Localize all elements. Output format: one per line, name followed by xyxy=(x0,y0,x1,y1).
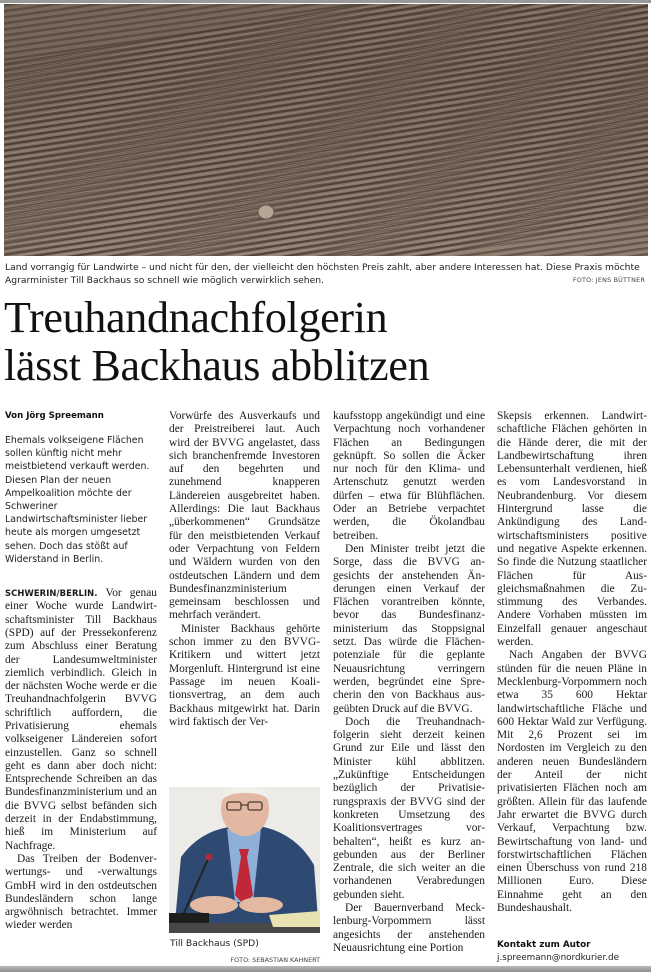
stone xyxy=(258,205,274,219)
hero-caption-text: Land vorrangig für Landwirte – und nicht für den, der vielleicht den höchsten Preis zahlt, aber andere Interessen hat. Diese Praxis möchte Agrarminister Till Backhaus so schnell wie möglich verwirklich sehen. xyxy=(5,262,640,286)
author-email-link[interactable]: j.spreemann@nordkurier.de xyxy=(497,953,620,963)
body-paragraph: Skepsis erkennen. Landwirtschaftliche Flächen gehörten in die Hände derer, die mit der Landbewirtschaftung ihren Lebensunterhalt verdienen, hieß es vom Landesvorstand in Neubrandenburg. Vor diesem Hintergrund lasse die Ankündigung des Landwirtschaftsministers positive und negative Aspekte erkennen. So finde die Nutzung staatlicher Flächen für Ausgleichsmaßnahmen die Zustimmung des Verbandes. Andere Vorhaben müssten im Einzelfall genauer angeschaut werden. xyxy=(497,410,647,649)
column-body xyxy=(169,410,320,729)
paragraph-text: Vor genau einer Woche wurde Landwirtschaftsminister Till Backhaus (SPD) auf der Pressekonferenz zum Abschluss einer Beratung der Landesumweltminister ziemlich verbindlich. Gleich in der nächsten Woche werde er die Treuhandnachfolgerin BVVG schriftlich auffordern, die Privatisierung ehemals volkseigener Ländereien sofort einzustellen. Ganz so schnell geht es dann aber doch nicht: Entsprechende Schreiben an das Bundesfinanzministerium und an die BVVG selbst befänden sich derzeit in der Endabstimmung, hieß im Ministerium auf Nachfrage. xyxy=(5,587,157,852)
body-paragraph: Nach Angaben der BVVG stünden für die neuen Pläne in Mecklenburg-Vorpommern noch etwa 35 600 Hektar landwirtschaftliche Fläche und 600 Hektar Wald zur Verfügung. Mit 2,6 Prozent sei im Nordosten im Vergleich zu den anderen neuen Bundesländern der Anteil der nicht privatisierten Flächen noch am größten. Allein für das laufende Jahr erwartet die BVVG durch Verkauf, Verpachtung bzw. Bewirtschaftung von land- und forstwirtschaftlichen Flächen einen Überschuss von rund 218 Millionen Euro. Diese Einnahme geht an den Bundeshaushalt. xyxy=(497,649,647,914)
column-body xyxy=(333,410,485,955)
article-headline xyxy=(4,294,644,390)
body-paragraph: Minister Backhaus gehörte schon immer zu den BVVG-Kritikern und wittert jetzt Morgenluft. Hintergrund ist eine Passage im neuen Koalitionsvertrag, an dem auch Backhaus mitgewirkt hat. Darin wird faktisch der Ver- xyxy=(169,622,320,728)
byline: Von Jörg Spreemann xyxy=(5,411,104,421)
article-column-2 xyxy=(169,406,320,729)
hero-photo-credit: FOTO: JENS BÜTTNER xyxy=(572,276,645,284)
body-paragraph: Den Minister treibt jetzt die Sorge, dass die BVVG angesichts der anstehenden Änderungen einen Verkauf der Flächen vorantreiben könnte, bevor das Bundesfinanzministerium das Stoppsignal setzt. Das würde die Flächenpotenziale für die geplante Neuausrichtung verringern werden, begründet eine Sprecherin den von Backhaus ausgeübten Druck auf die BVVG. xyxy=(333,542,485,715)
teaser: Ehemals volkseigene Flächen sollen künftig nicht mehr meistbietend verkauft werden. Diesen Plan der neuen Ampelkoalition möchte der Schweriner Landwirtschaftsminister lieber heute als morgen umgesetzt sehen. Doch das stößt auf Widerstand in Berlin. xyxy=(5,435,150,565)
body-paragraph: Der Bauernverband Mecklenburg-Vorpommern lässt angesichts der anstehenden Neuausrichtung eine Portion xyxy=(333,901,485,954)
body-paragraph: kaufsstopp angekündigt und eine Verpachtung noch vorhandener Flächen an Bedingungen geknüpft. So sollen die Äcker nur noch für den Klima- und Artenschutz genutzt werden dürfen – etwa für Blühflächen. Oder an Betriebe verpachtet werden, die Ökolandbau betreiben. xyxy=(333,410,485,542)
page-bottom-edge xyxy=(0,966,651,972)
portrait-graphic xyxy=(169,787,320,933)
page-top-edge xyxy=(0,0,651,3)
contact-label: Kontakt zum Autor xyxy=(497,940,591,950)
field-furrows-graphic xyxy=(4,4,648,256)
headline-line-1: Treuhandnachfolgerin xyxy=(4,293,388,342)
body-paragraph: Das Treiben der Bodenverwertungs- und -verwaltungs GmbH wird in den ostdeutschen Bundesländern schon lange argwöhnisch betrachtet. Immer wieder werden xyxy=(5,852,157,932)
headline-line-2: lässt Backhaus abblitzen xyxy=(4,341,430,390)
body-paragraph: Vorwürfe des Ausverkaufs und der Preistreiberei laut. Auch wird der BVVG angelastet, dass sich branchenfremde Investoren auf den begehrten und zunehmend knapperen Ländereien ausgebreitet haben. Allerdings: Die laut Backhaus „überkommenen“ Grundsätze für den meistbietenden Verkauf oder Verpachtung von Feldern und Wäldern wurden von den ostdeutschen Ländern und dem Bundesfinanzministerium gemeinsam beschlossen und mehrfach verändert. xyxy=(169,410,320,622)
article-column-3 xyxy=(333,406,485,955)
article-column-1 xyxy=(5,406,157,933)
article-column-4 xyxy=(497,406,647,915)
column-body xyxy=(497,410,647,915)
portrait-photo xyxy=(169,787,320,933)
body-paragraph: Doch die Treuhandnachfolgerin sieht derzeit keinen Grund zur Eile und lässt den Minister kühl abblitzen. „Zukünftige Entscheidungen bezüglich der Privatisierungspraxis der BVVG sind der konkreten Umsetzung des Koalitionsvertrages vorbehalten“, heißt es kurz angebunden aus der Berliner Zentrale, die sich weiter an die vorhandenen Verabredungen gebunden sieht. xyxy=(333,715,485,901)
portrait-photo-credit: FOTO: SEBASTIAN KAHNERT xyxy=(230,956,320,964)
hero-photo-field xyxy=(4,4,648,256)
hero-caption xyxy=(5,261,645,287)
author-contact xyxy=(497,939,647,965)
portrait-caption: Till Backhaus (SPD) xyxy=(170,938,259,949)
dateline: SCHWERIN/BERLIN. xyxy=(5,588,98,599)
body-paragraph xyxy=(5,587,157,853)
column-body xyxy=(5,587,157,933)
